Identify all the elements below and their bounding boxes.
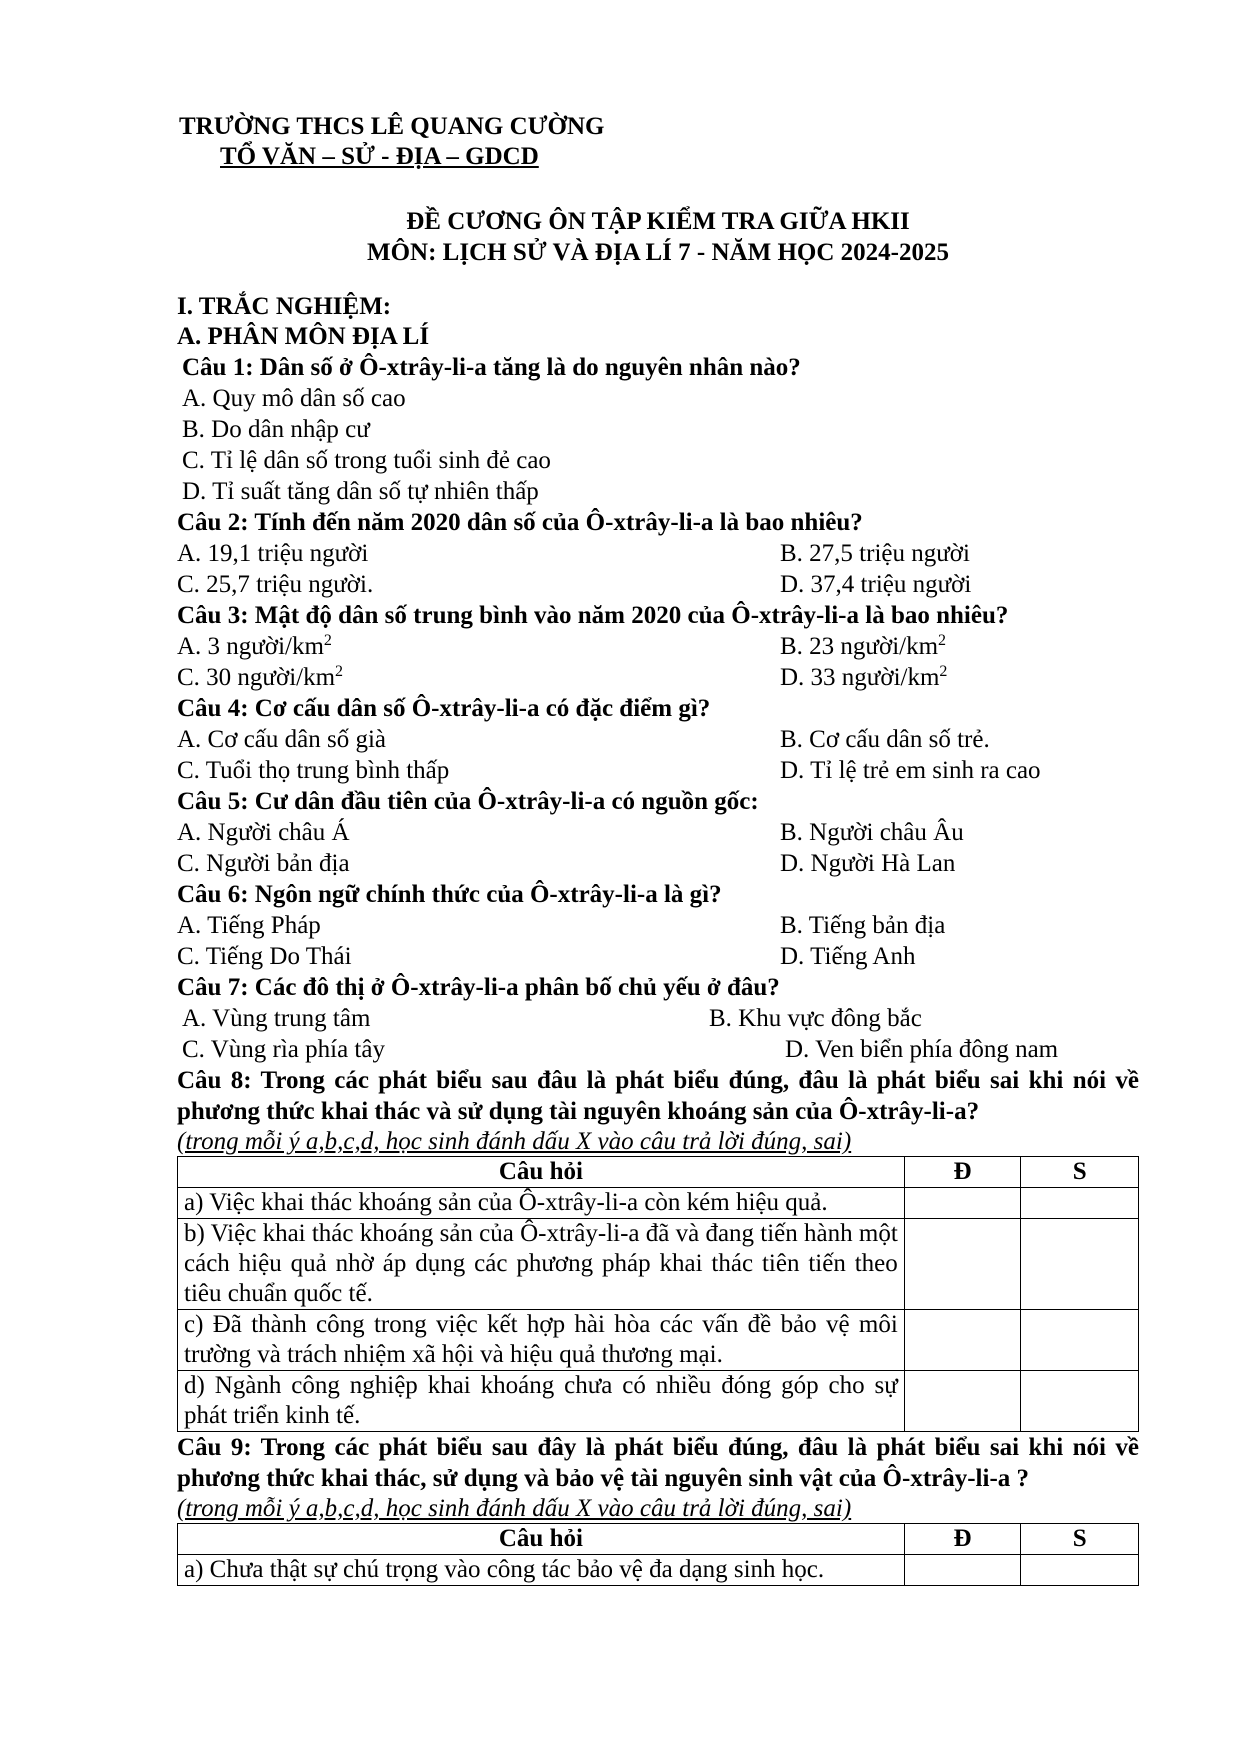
q5-options-row-2 (177, 848, 1139, 879)
q4-option-a: A. Cơ cấu dân số già (177, 726, 387, 753)
answer-true-cell[interactable] (904, 1188, 1021, 1219)
table-row (178, 1371, 1139, 1432)
question-4: Câu 4: Cơ cấu dân số Ô-xtrây-li-a có đặc điểm gì? (177, 695, 711, 722)
document-page (177, 112, 1139, 1586)
q2-option-a: A. 19,1 triệu người (177, 540, 369, 567)
header-true: Đ (904, 1524, 1021, 1555)
q3-options-row-1 (177, 631, 1139, 662)
answer-false-cell[interactable] (1021, 1219, 1139, 1310)
q8-true-false-table (177, 1156, 1139, 1432)
table-header-row (178, 1157, 1139, 1188)
q6-option-d: D. Tiếng Anh (780, 943, 916, 970)
section-heading: I. TRẮC NGHIỆM: (177, 293, 392, 320)
q7-options-row-2 (177, 1034, 1139, 1065)
table-row (178, 1188, 1139, 1219)
q4-options-row-1 (177, 724, 1139, 755)
q7-option-b: B. Khu vực đông bắc (709, 1005, 922, 1032)
q9-true-false-table (177, 1523, 1139, 1586)
department-name: TỔ VĂN – SỬ - ĐỊA – GDCD (220, 143, 539, 170)
answer-true-cell[interactable] (904, 1310, 1021, 1371)
q7-option-a: A. Vùng trung tâm (182, 1005, 371, 1032)
q4-option-d: D. Tỉ lệ trẻ em sinh ra cao (780, 757, 1041, 784)
q5-option-a: A. Người châu Á (177, 819, 350, 846)
q1-option-c: C. Tỉ lệ dân số trong tuổi sinh đẻ cao (182, 447, 551, 474)
q2-options-row-1 (177, 538, 1139, 569)
answer-true-cell[interactable] (904, 1371, 1021, 1432)
subject-heading: A. PHÂN MÔN ĐỊA LÍ (177, 323, 430, 350)
q7-options-row-1 (177, 1003, 1139, 1034)
answer-true-cell[interactable] (904, 1555, 1021, 1586)
q1-option-a: A. Quy mô dân số cao (182, 385, 406, 412)
table-row (178, 1555, 1139, 1586)
statement-d: d) Ngành công nghiệp khai khoáng chưa có nhiều đóng góp cho sự phát triển kinh tế. (178, 1371, 905, 1432)
header-question: Câu hỏi (178, 1157, 905, 1188)
question-1: Câu 1: Dân số ở Ô-xtrây-li-a tăng là do nguyên nhân nào? (182, 354, 801, 381)
question-7: Câu 7: Các đô thị ở Ô-xtrây-li-a phân bố chủ yếu ở đâu? (177, 974, 780, 1001)
answer-false-cell[interactable] (1021, 1555, 1139, 1586)
question-2: Câu 2: Tính đến năm 2020 dân số của Ô-xtrây-li-a là bao nhiêu? (177, 509, 863, 536)
q6-option-a: A. Tiếng Pháp (177, 912, 321, 939)
q3-option-d: D. 33 người/$km^2$ (780, 663, 948, 691)
statement-a: a) Chưa thật sự chú trọng vào công tác bảo vệ đa dạng sinh học. (178, 1555, 905, 1586)
table-row (178, 1219, 1139, 1310)
q4-options-row-2 (177, 755, 1139, 786)
answer-true-cell[interactable] (904, 1219, 1021, 1310)
header-true: Đ (904, 1157, 1021, 1188)
header-question: Câu hỏi (178, 1524, 905, 1555)
q2-option-c: C. 25,7 triệu người. (177, 571, 374, 598)
question-5: Câu 5: Cư dân đầu tiên của Ô-xtrây-li-a có nguồn gốc: (177, 788, 759, 815)
q3-option-b: B. 23 người/$km^2$ (780, 632, 947, 660)
q7-option-c: C. Vùng rìa phía tây (182, 1036, 385, 1063)
q5-options-row-1 (177, 817, 1139, 848)
q3-option-a: A. 3 người/$km^2$ (177, 632, 332, 660)
q4-option-b: B. Cơ cấu dân số trẻ. (780, 726, 990, 753)
q5-option-b: B. Người châu Âu (780, 819, 964, 846)
document-subtitle: MÔN: LỊCH SỬ VÀ ĐỊA LÍ 7 - NĂM HỌC 2024-2025 (367, 239, 949, 266)
q6-options-row-2 (177, 941, 1139, 972)
question-9: Câu 9: Trong các phát biểu sau đây là phát biểu đúng, đâu là phát biểu sai khi nói về phương thức khai thác, sử dụng và bảo vệ tài nguyên sinh vật của Ô-xtrây-li-a ? (177, 1434, 1139, 1492)
q2-options-row-2 (177, 569, 1139, 600)
q2-option-d: D. 37,4 triệu người (780, 571, 972, 598)
q1-option-b: B. Do dân nhập cư (182, 416, 370, 443)
table-header-row (178, 1524, 1139, 1555)
answer-false-cell[interactable] (1021, 1188, 1139, 1219)
question-3: Câu 3: Mật độ dân số trung bình vào năm 2020 của Ô-xtrây-li-a là bao nhiêu? (177, 602, 1009, 629)
q9-instruction: (trong mỗi ý a,b,c,d, học sinh đánh dấu X vào câu trả lời đúng, sai) (177, 1495, 852, 1522)
q3-options-row-2 (177, 662, 1139, 693)
q5-option-d: D. Người Hà Lan (780, 850, 956, 877)
statement-a: a) Việc khai thác khoáng sản của Ô-xtrây-li-a còn kém hiệu quả. (178, 1188, 905, 1219)
school-name: TRƯỜNG THCS LÊ QUANG CƯỜNG (179, 113, 605, 140)
question-8: Câu 8: Trong các phát biểu sau đâu là phát biểu đúng, đâu là phát biểu sai khi nói về phương thức khai thác và sử dụng tài nguyên khoáng sản của Ô-xtrây-li-a? (177, 1067, 1139, 1125)
answer-false-cell[interactable] (1021, 1310, 1139, 1371)
q4-option-c: C. Tuổi thọ trung bình thấp (177, 757, 450, 784)
answer-false-cell[interactable] (1021, 1371, 1139, 1432)
q2-option-b: B. 27,5 triệu người (780, 540, 970, 567)
q3-option-c: C. 30 người/$km^2$ (177, 663, 344, 691)
question-6: Câu 6: Ngôn ngữ chính thức của Ô-xtrây-li-a là gì? (177, 881, 722, 908)
header-false: S (1021, 1157, 1139, 1188)
q5-option-c: C. Người bản địa (177, 850, 350, 877)
table-row (178, 1310, 1139, 1371)
q1-option-d: D. Tỉ suất tăng dân số tự nhiên thấp (182, 478, 539, 505)
q7-option-d: D. Ven biển phía đông nam (785, 1036, 1059, 1063)
header-false: S (1021, 1524, 1139, 1555)
document-title: ĐỀ CƯƠNG ÔN TẬP KIỂM TRA GIỮA HKII (406, 208, 910, 235)
statement-c: c) Đã thành công trong việc kết hợp hài hòa các vấn đề bảo vệ môi trường và trách nhiệm xã hội và hiệu quả thương mại. (178, 1310, 905, 1371)
statement-b: b) Việc khai thác khoáng sản của Ô-xtrây-li-a đã và đang tiến hành một cách hiệu quả nhờ áp dụng các phương pháp khai thác tiên tiến theo tiêu chuẩn quốc tế. (178, 1219, 905, 1310)
q6-option-b: B. Tiếng bản địa (780, 912, 946, 939)
q6-option-c: C. Tiếng Do Thái (177, 943, 352, 970)
q8-instruction: (trong mỗi ý a,b,c,d, học sinh đánh dấu X vào câu trả lời đúng, sai) (177, 1128, 852, 1155)
q6-options-row-1 (177, 910, 1139, 941)
